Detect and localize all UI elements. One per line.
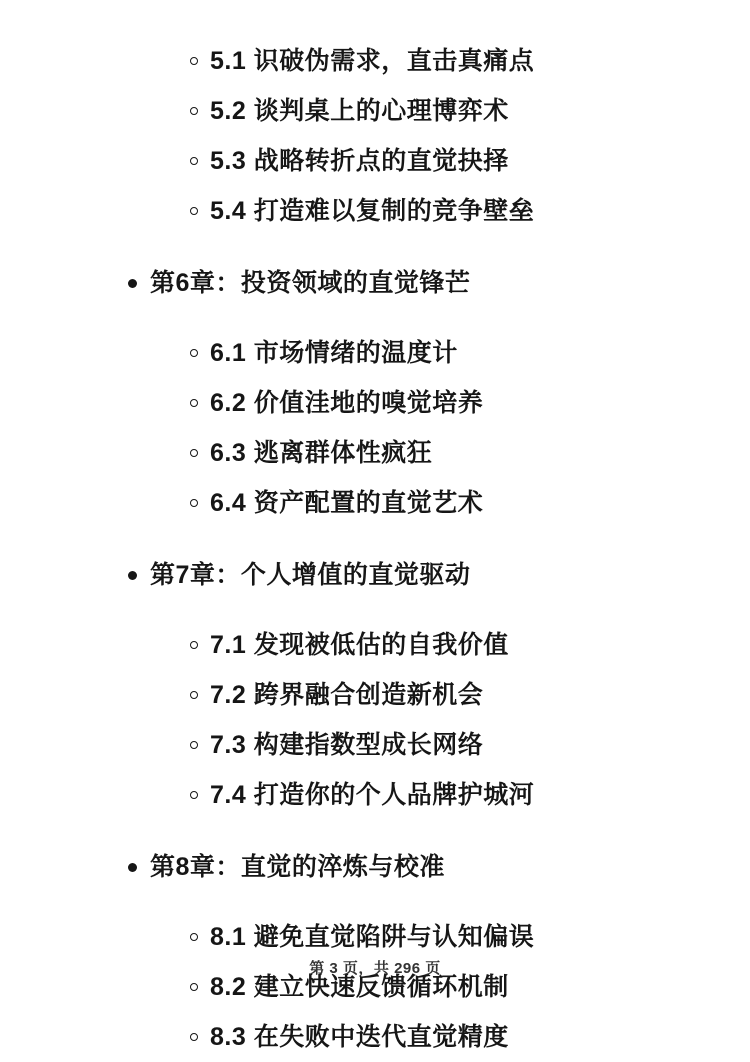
circle-bullet-icon [190, 207, 198, 215]
circle-bullet-icon [190, 691, 198, 699]
spacer [40, 528, 710, 546]
toc-chapter-item[interactable] [40, 254, 710, 312]
page-footer: 第 3 页，共 296 页 [309, 960, 441, 977]
toc-section-item[interactable] [40, 428, 710, 478]
circle-bullet-icon [190, 641, 198, 649]
circle-bullet-icon [190, 499, 198, 507]
spacer [40, 318, 710, 328]
toc-section-item[interactable] [40, 912, 710, 962]
toc-section-item[interactable] [40, 136, 710, 186]
toc-section-item[interactable] [40, 1012, 710, 1062]
toc-entry-label: 6.4 资产配置的直觉艺术 [210, 489, 484, 517]
toc-entry-label: 6.2 价值洼地的嗅觉培养 [210, 389, 484, 417]
spacer [40, 820, 710, 838]
toc-entry-label: 5.4 打造难以复制的竞争壁垒 [210, 197, 535, 225]
disc-bullet-icon [128, 279, 137, 288]
circle-bullet-icon [190, 983, 198, 991]
spacer [40, 610, 710, 620]
circle-bullet-icon [190, 349, 198, 357]
circle-bullet-icon [190, 157, 198, 165]
disc-bullet-icon [128, 571, 137, 580]
spacer [40, 236, 710, 254]
toc-section-item[interactable] [40, 670, 710, 720]
toc-entry-label: 第6章：投资领域的直觉锋芒 [150, 269, 471, 297]
toc-section-item[interactable] [40, 720, 710, 770]
toc-entry-label: 7.1 发现被低估的自我价值 [210, 631, 509, 659]
toc-section-item[interactable] [40, 770, 710, 820]
toc-section-item[interactable] [40, 620, 710, 670]
circle-bullet-icon [190, 449, 198, 457]
circle-bullet-icon [190, 1033, 198, 1041]
toc-entry-label: 7.2 跨界融合创造新机会 [210, 681, 484, 709]
toc-section-item[interactable] [40, 378, 710, 428]
toc-entry-label: 6.1 市场情绪的温度计 [210, 339, 458, 367]
toc-section-item[interactable] [40, 478, 710, 528]
circle-bullet-icon [190, 791, 198, 799]
toc-entry-label: 5.1 识破伪需求，直击真痛点 [210, 47, 535, 75]
toc-section-item[interactable] [40, 186, 710, 236]
spacer [40, 902, 710, 912]
toc-entry-label: 第7章：个人增值的直觉驱动 [150, 561, 471, 589]
toc-chapter-item[interactable] [40, 838, 710, 896]
toc-entry-label: 8.1 避免直觉陷阱与认知偏误 [210, 923, 535, 951]
circle-bullet-icon [190, 57, 198, 65]
disc-bullet-icon [128, 863, 137, 872]
toc-chapter-item[interactable] [40, 546, 710, 604]
circle-bullet-icon [190, 107, 198, 115]
toc-section-item[interactable] [40, 86, 710, 136]
toc-entry-label: 5.3 战略转折点的直觉抉择 [210, 147, 509, 175]
toc-entry-label: 第8章：直觉的淬炼与校准 [150, 853, 445, 881]
circle-bullet-icon [190, 933, 198, 941]
toc-entry-label: 6.3 逃离群体性疯狂 [210, 439, 433, 467]
toc-entry-label: 8.3 在失败中迭代直觉精度 [210, 1023, 509, 1051]
circle-bullet-icon [190, 399, 198, 407]
toc-entry-label: 7.3 构建指数型成长网络 [210, 731, 484, 759]
table-of-contents [40, 36, 710, 1062]
toc-entry-label: 8.2 建立快速反馈循环机制 [210, 973, 509, 1001]
circle-bullet-icon [190, 741, 198, 749]
toc-section-item[interactable] [40, 36, 710, 86]
toc-section-item[interactable] [40, 328, 710, 378]
toc-entry-label: 5.2 谈判桌上的心理博弈术 [210, 97, 509, 125]
toc-entry-label: 7.4 打造你的个人品牌护城河 [210, 781, 535, 809]
